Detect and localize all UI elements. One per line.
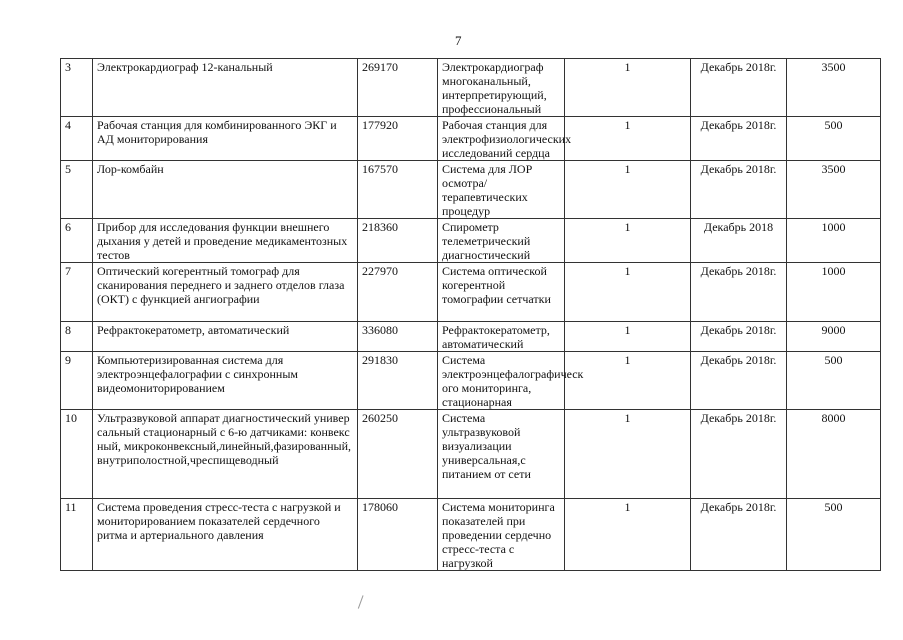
table-row: [61, 161, 881, 219]
equipment-quantity: 1: [565, 263, 691, 322]
equipment-table: [60, 58, 881, 571]
delivery-date: Декабрь 2018: [691, 219, 787, 263]
equipment-name: Рефрактокератометр, автоматический: [93, 322, 358, 352]
delivery-date: Декабрь 2018г.: [691, 117, 787, 161]
equipment-quantity: 1: [565, 117, 691, 161]
row-number: 5: [61, 161, 93, 219]
delivery-date: Декабрь 2018г.: [691, 352, 787, 410]
equipment-code: 218360: [358, 219, 438, 263]
equipment-name: Оптический когерентный томограф для сканирования переднего и заднего отделов глаза (ОКТ) с функцией ангиографии: [93, 263, 358, 322]
row-number: 8: [61, 322, 93, 352]
row-number: 11: [61, 499, 93, 571]
equipment-price: 3500: [787, 59, 881, 117]
table-row: [61, 263, 881, 322]
equipment-name: Ультразвуковой аппарат диагностический универсальный стационарный с 6-ю датчиками: конвексный, микроконвексный,линейный,фазированный,внутриполостной,чреспищеводный: [93, 410, 358, 499]
delivery-date: Декабрь 2018г.: [691, 59, 787, 117]
equipment-quantity: 1: [565, 499, 691, 571]
equipment-description: Система для ЛОР осмотра/терапевтических процедур: [438, 161, 565, 219]
equipment-code: 178060: [358, 499, 438, 571]
equipment-quantity: 1: [565, 219, 691, 263]
delivery-date: Декабрь 2018г.: [691, 322, 787, 352]
equipment-description: Система ультразвуковой визуализации универсальная,с питанием от сети: [438, 410, 565, 499]
equipment-price: 500: [787, 117, 881, 161]
equipment-description: Система электроэнцефалографическ ого мониторинга, стационарная: [438, 352, 565, 410]
equipment-code: 177920: [358, 117, 438, 161]
equipment-description: Спирометр телеметрический диагностический: [438, 219, 565, 263]
equipment-quantity: 1: [565, 322, 691, 352]
equipment-description: Рабочая станция для электрофизиологических исследований сердца: [438, 117, 565, 161]
pen-mark: [358, 595, 369, 611]
row-number: 4: [61, 117, 93, 161]
equipment-code: 167570: [358, 161, 438, 219]
equipment-code: 260250: [358, 410, 438, 499]
equipment-code: 291830: [358, 352, 438, 410]
delivery-date: Декабрь 2018г.: [691, 263, 787, 322]
table-row: [61, 117, 881, 161]
row-number: 10: [61, 410, 93, 499]
row-number: 7: [61, 263, 93, 322]
equipment-description: Рефрактокератометр, автоматический: [438, 322, 565, 352]
equipment-price: 500: [787, 499, 881, 571]
row-number: 9: [61, 352, 93, 410]
table-row: [61, 322, 881, 352]
row-number: 6: [61, 219, 93, 263]
equipment-price: 3500: [787, 161, 881, 219]
equipment-quantity: 1: [565, 352, 691, 410]
table-row: [61, 219, 881, 263]
page-number: 7: [455, 33, 462, 48]
equipment-price: 8000: [787, 410, 881, 499]
equipment-name: Прибор для исследования функции внешнего дыхания у детей и проведение медикаментозных тестов: [93, 219, 358, 263]
delivery-date: Декабрь 2018г.: [691, 161, 787, 219]
equipment-code: 227970: [358, 263, 438, 322]
table-row: [61, 410, 881, 499]
equipment-description: Электрокардиограф многоканальный, интерпретирующий, профессиональный: [438, 59, 565, 117]
equipment-price: 500: [787, 352, 881, 410]
equipment-price: 1000: [787, 263, 881, 322]
equipment-description: Система оптической когерентной томографии сетчатки: [438, 263, 565, 322]
equipment-quantity: 1: [565, 161, 691, 219]
equipment-name: Электрокардиограф 12-канальный: [93, 59, 358, 117]
equipment-name: Система проведения стресс-теста с нагрузкой и мониторированием показателей сердечного ритма и артериального давления: [93, 499, 358, 571]
equipment-code: 336080: [358, 322, 438, 352]
equipment-code: 269170: [358, 59, 438, 117]
delivery-date: Декабрь 2018г.: [691, 410, 787, 499]
equipment-name: Компьютеризированная система для электроэнцефалографии с синхронным видеомониторированием: [93, 352, 358, 410]
equipment-quantity: 1: [565, 410, 691, 499]
equipment-price: 9000: [787, 322, 881, 352]
equipment-name: Рабочая станция для комбинированного ЭКГ и АД мониторирования: [93, 117, 358, 161]
table-row: [61, 352, 881, 410]
equipment-description: Система мониторинга показателей при проведении сердечно стресс-теста с нагрузкой: [438, 499, 565, 571]
equipment-name: Лор-комбайн: [93, 161, 358, 219]
equipment-price: 1000: [787, 219, 881, 263]
row-number: 3: [61, 59, 93, 117]
table-row: [61, 59, 881, 117]
table-row: [61, 499, 881, 571]
delivery-date: Декабрь 2018г.: [691, 499, 787, 571]
equipment-quantity: 1: [565, 59, 691, 117]
